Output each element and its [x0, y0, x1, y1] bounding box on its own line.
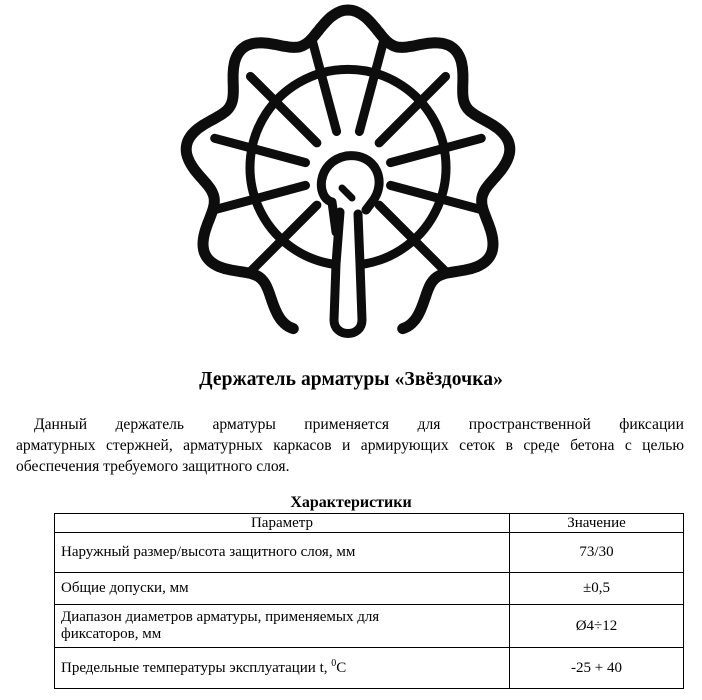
row-parameter-line-2: фиксаторов, мм	[61, 626, 162, 642]
spoke	[312, 41, 336, 132]
row-parameter: Общие допуски, мм	[55, 573, 510, 605]
row-parameter-line-1: Диапазон диаметров арматуры, применяемых для	[61, 609, 380, 625]
row-value: -25 + 40	[510, 648, 684, 689]
row-parameter	[55, 605, 510, 648]
row-parameter	[55, 648, 510, 689]
row-value: Ø4÷12	[510, 605, 684, 648]
header-parameter: Параметр	[55, 514, 510, 533]
row-value: ±0,5	[510, 573, 684, 605]
spoke	[215, 138, 306, 162]
degree-superscript: 0	[331, 657, 337, 669]
row-value: 73/30	[510, 533, 684, 573]
header-value: Значение	[510, 514, 684, 533]
table-row	[55, 573, 684, 605]
spoke	[391, 138, 482, 162]
table-header-row	[55, 514, 684, 533]
description-line-1: Данный держатель арматуры применяется для пространственной фиксации	[34, 416, 684, 433]
rebar-spacer-star-image	[176, 2, 520, 350]
row-parameter-unit: С	[336, 659, 347, 676]
characteristics-table	[54, 513, 684, 689]
row-parameter: Наружный размер/высота защитного слоя, мм	[55, 533, 510, 573]
table-row	[55, 648, 684, 689]
table-row	[55, 605, 684, 648]
table-row	[55, 533, 684, 573]
description-line-2: арматурных стержней, арматурных каркасов и армирующих сеток в среде бетона с целью	[16, 437, 684, 454]
page-title: Держатель арматуры «Звёздочка»	[199, 369, 503, 390]
row-parameter-text: Предельные температуры эксплуатации t,	[61, 659, 332, 676]
table-caption: Характеристики	[290, 494, 412, 511]
description-paragraph	[16, 414, 684, 477]
spoke	[359, 41, 383, 132]
description-line-3: обеспечения требуемого защитного слоя.	[16, 458, 290, 475]
